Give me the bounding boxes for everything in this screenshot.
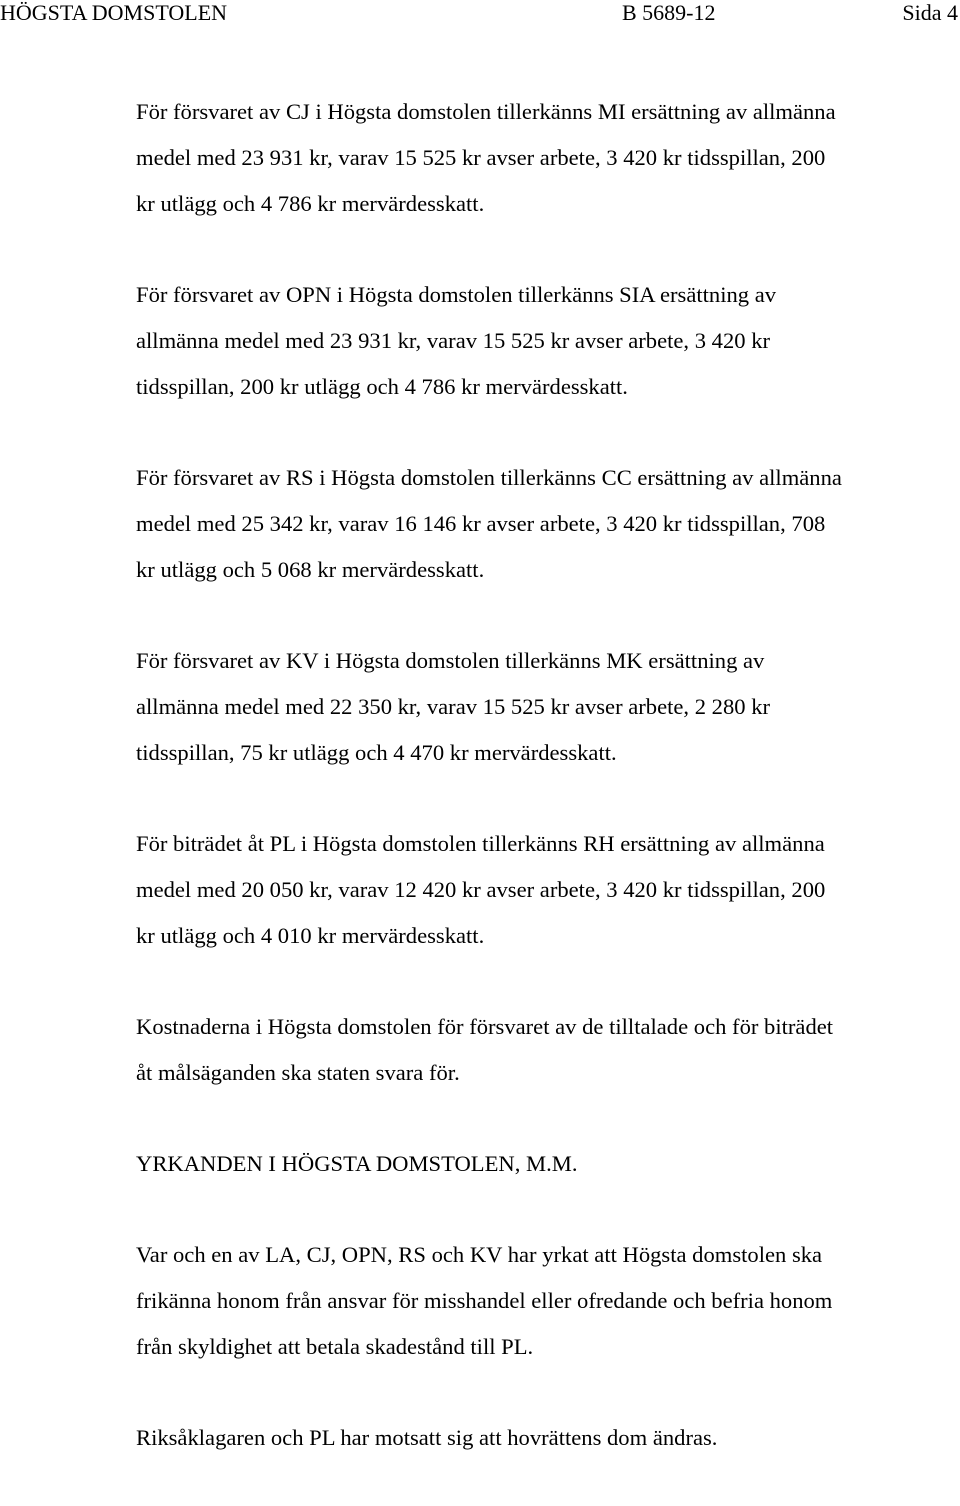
text-line: från skyldighet att betala skadestånd till PL.	[136, 1334, 534, 1359]
text-line: tidsspillan, 200 kr utlägg och 4 786 kr mervärdesskatt.	[136, 374, 628, 399]
text-line: För försvaret av CJ i Högsta domstolen tillerkänns MI ersättning av allmänna	[136, 99, 836, 124]
text-line: medel med 23 931 kr, varav 15 525 kr avser arbete, 3 420 kr tidsspillan, 200	[136, 145, 826, 170]
paragraph-kv-compensation	[136, 638, 958, 776]
paragraph-claims	[136, 1232, 958, 1370]
text-line: tidsspillan, 75 kr utlägg och 4 470 kr mervärdesskatt.	[136, 740, 617, 765]
text-line: medel med 20 050 kr, varav 12 420 kr avser arbete, 3 420 kr tidsspillan, 200	[136, 877, 826, 902]
text-line: medel med 25 342 kr, varav 16 146 kr avser arbete, 3 420 kr tidsspillan, 708	[136, 511, 826, 536]
section-heading: YRKANDEN I HÖGSTA DOMSTOLEN, M.M.	[136, 1151, 578, 1176]
text-line: kr utlägg och 4 010 kr mervärdesskatt.	[136, 923, 485, 948]
text-line: Riksåklagaren och PL har motsatt sig att hovrättens dom ändras.	[136, 1425, 718, 1450]
paragraph-cj-compensation	[136, 89, 958, 227]
text-line: För försvaret av KV i Högsta domstolen tillerkänns MK ersättning av	[136, 648, 765, 673]
text-line: kr utlägg och 4 786 kr mervärdesskatt.	[136, 191, 485, 216]
page-number: Sida 4	[902, 0, 958, 25]
paragraph-opposition	[136, 1415, 958, 1461]
text-line: Kostnaderna i Högsta domstolen för försvaret av de tilltalade och för biträdet	[136, 1014, 834, 1039]
text-line: åt målsäganden ska staten svara för.	[136, 1060, 460, 1085]
text-line: För försvaret av OPN i Högsta domstolen tillerkänns SIA ersättning av	[136, 282, 777, 307]
page-header	[0, 0, 960, 30]
paragraph-costs	[136, 1004, 958, 1096]
text-line: Var och en av LA, CJ, OPN, RS och KV har yrkat att Högsta domstolen ska	[136, 1242, 823, 1267]
paragraph-pl-counsel-compensation	[136, 821, 958, 959]
text-line: frikänna honom från ansvar för misshandel eller ofredande och befria honom	[136, 1288, 833, 1313]
document-body	[136, 89, 958, 1506]
text-line: allmänna medel med 23 931 kr, varav 15 525 kr avser arbete, 3 420 kr	[136, 328, 771, 353]
text-line: För biträdet åt PL i Högsta domstolen tillerkänns RH ersättning av allmänna	[136, 831, 825, 856]
case-number: B 5689-12	[622, 0, 716, 25]
text-line: allmänna medel med 22 350 kr, varav 15 525 kr avser arbete, 2 280 kr	[136, 694, 771, 719]
paragraph-rs-compensation	[136, 455, 958, 593]
paragraph-opn-compensation	[136, 272, 958, 410]
text-line: kr utlägg och 5 068 kr mervärdesskatt.	[136, 557, 485, 582]
text-line: För försvaret av RS i Högsta domstolen tillerkänns CC ersättning av allmänna	[136, 465, 842, 490]
court-name: HÖGSTA DOMSTOLEN	[0, 0, 228, 25]
